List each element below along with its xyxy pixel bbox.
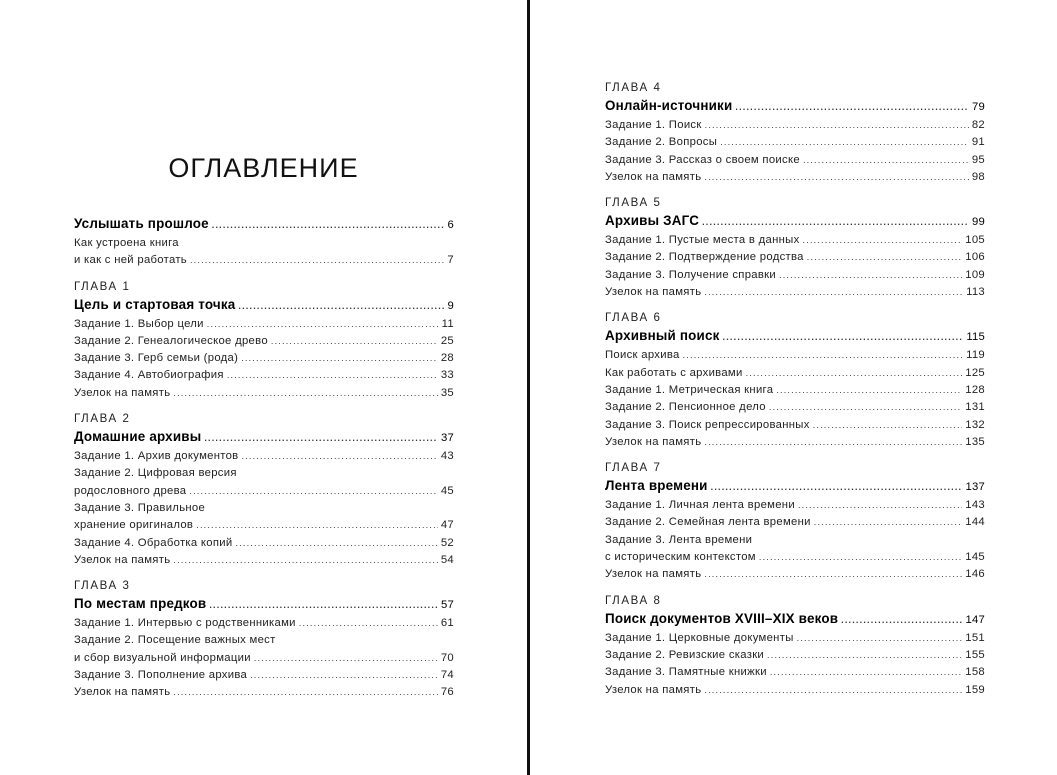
toc-entry-label: Задание 3. Герб семьи (рода) xyxy=(74,352,239,365)
toc-entry-label: Задание 3. Правильное xyxy=(74,501,206,514)
chapter-title-row[interactable] xyxy=(74,427,454,448)
chapter-label: ГЛАВА 8 xyxy=(605,594,662,607)
chapter-label: ГЛАВА 6 xyxy=(605,312,662,325)
page-number: 35 xyxy=(440,386,454,399)
chapter-title-row[interactable] xyxy=(74,295,454,316)
dot-leader xyxy=(776,382,962,399)
dot-leader xyxy=(807,249,962,266)
chapter-section xyxy=(74,578,454,701)
chapter-title-row[interactable] xyxy=(605,609,985,630)
page-number: 125 xyxy=(965,366,985,379)
dot-leader xyxy=(798,497,962,514)
toc-entry-label: Задание 2. Посещение важных мест xyxy=(74,634,276,647)
toc-entry[interactable] xyxy=(74,333,454,350)
dot-leader xyxy=(250,667,438,684)
toc-entry[interactable] xyxy=(605,169,985,186)
toc-entry-label: Узелок на память xyxy=(74,386,171,399)
chapter-section xyxy=(74,411,454,569)
toc-entry-label: Задание 1. Личная лента времени xyxy=(605,499,795,512)
page-number: 76 xyxy=(440,686,454,699)
toc-entry[interactable] xyxy=(605,497,985,514)
page-number: 45 xyxy=(440,484,454,497)
chapter-title-row-label: Домашние архивы xyxy=(74,429,202,445)
toc-entry[interactable] xyxy=(74,615,454,632)
dot-leader xyxy=(238,297,444,316)
page-number: 54 xyxy=(440,553,454,566)
dot-leader xyxy=(173,684,437,701)
toc-entry[interactable] xyxy=(605,382,985,399)
chapter-title-row-label: По местам предков xyxy=(74,596,207,612)
toc-entry-label: Задание 1. Пустые места в данных xyxy=(605,234,800,247)
toc-entry[interactable] xyxy=(605,532,985,549)
toc-entry-label: Задание 4. Автобиография xyxy=(74,369,224,382)
page-number: 105 xyxy=(965,234,985,247)
chapter-section xyxy=(605,460,985,583)
toc-entry-label: с историческим контекстом xyxy=(605,551,756,564)
page-number: 144 xyxy=(965,516,985,529)
dot-leader xyxy=(209,596,438,615)
page-number: 11 xyxy=(441,317,454,330)
toc-entry[interactable] xyxy=(74,517,454,534)
toc-entry[interactable] xyxy=(605,347,985,364)
page-number: 98 xyxy=(971,170,985,183)
right-page xyxy=(530,0,1057,775)
page-number: 135 xyxy=(965,435,985,448)
toc-entry-label: Задание 3. Пополнение архива xyxy=(74,669,248,682)
toc-entry-label: Узелок на память xyxy=(605,435,702,448)
page-number: 109 xyxy=(965,268,985,281)
page-number: 28 xyxy=(440,352,454,365)
dot-leader xyxy=(242,448,438,465)
dot-leader xyxy=(704,284,963,301)
page-number: 147 xyxy=(965,613,985,626)
page-number: 79 xyxy=(972,101,985,113)
dot-leader xyxy=(711,478,963,497)
toc-entry-label: Поиск архива xyxy=(605,349,680,362)
toc-entry[interactable] xyxy=(74,367,454,384)
toc-entry[interactable] xyxy=(605,399,985,416)
page-number: 113 xyxy=(966,286,985,299)
chapter-section xyxy=(605,593,985,699)
page-number: 119 xyxy=(966,349,985,362)
dot-leader xyxy=(212,216,445,235)
page-number: 61 xyxy=(440,617,454,630)
toc-entry[interactable] xyxy=(74,316,454,333)
toc-entry[interactable] xyxy=(74,448,454,465)
page-number: 132 xyxy=(965,418,985,431)
dot-leader xyxy=(241,350,438,367)
page-number: 52 xyxy=(440,536,454,549)
dot-leader xyxy=(190,252,444,269)
toc-entry-label: Задание 1. Интервью с родственниками xyxy=(74,617,296,630)
chapter-label: ГЛАВА 4 xyxy=(605,82,662,94)
chapter-label: ГЛАВА 5 xyxy=(605,197,662,210)
dot-leader xyxy=(841,611,962,630)
toc-entry[interactable] xyxy=(605,417,985,434)
chapter-title-row[interactable] xyxy=(605,326,985,347)
page-number: 43 xyxy=(440,450,454,463)
toc-entry[interactable] xyxy=(605,566,985,583)
toc-entry-label: Задание 4. Обработка копий xyxy=(74,536,233,549)
page-number: 95 xyxy=(971,153,985,166)
chapter-section xyxy=(74,279,454,402)
dot-leader xyxy=(746,365,963,382)
chapter-section xyxy=(605,80,985,186)
toc-entry-label: Узелок на память xyxy=(605,683,702,696)
toc-entry[interactable] xyxy=(605,249,985,266)
chapter-title-row[interactable] xyxy=(605,476,985,497)
toc-entry[interactable] xyxy=(74,684,454,701)
dot-leader xyxy=(173,385,437,402)
toc-entry-label: хранение оригиналов xyxy=(74,519,194,532)
toc-entry-label: Узелок на память xyxy=(74,553,171,566)
dot-leader xyxy=(702,213,969,232)
page-title: ОГЛАВЛЕНИЕ xyxy=(168,153,359,183)
toc-entry-label: Узелок на память xyxy=(74,686,171,699)
toc-entry-label: Задание 2. Ревизские сказки xyxy=(605,648,765,661)
page-number: 106 xyxy=(965,251,985,264)
toc-entry[interactable] xyxy=(74,350,454,367)
toc-entry-label: Задание 2. Генеалогическое древо xyxy=(74,334,268,347)
toc-entry-label: Узелок на память xyxy=(605,568,702,581)
toc-left-column xyxy=(74,214,454,711)
toc-entry[interactable] xyxy=(74,385,454,402)
page-number: 143 xyxy=(965,499,985,512)
dot-leader xyxy=(207,316,439,333)
toc-entry[interactable] xyxy=(74,235,454,252)
dot-leader xyxy=(189,483,437,500)
chapter-title-row-label: Лента времени xyxy=(605,478,708,494)
dot-leader xyxy=(254,650,438,667)
toc-entry-label: Как устроена книга xyxy=(74,237,179,249)
toc-entry-label: Задание 2. Пенсионное дело xyxy=(605,401,766,414)
dot-leader xyxy=(204,429,438,448)
toc-entry[interactable] xyxy=(74,632,454,649)
dot-leader xyxy=(705,117,969,134)
toc-entry-label: Задание 3. Поиск репрессированных xyxy=(605,418,810,431)
toc-entry-label: Задание 1. Поиск xyxy=(605,119,702,131)
dot-leader xyxy=(770,664,962,681)
page-number: 151 xyxy=(965,631,985,644)
dot-leader xyxy=(704,566,962,583)
chapter-label: ГЛАВА 7 xyxy=(605,462,662,475)
toc-entry-label: Задание 1. Церковные документы xyxy=(605,631,794,644)
toc-entry-label: Узелок на память xyxy=(605,286,702,299)
toc-entry[interactable] xyxy=(74,483,454,500)
dot-leader xyxy=(803,232,963,249)
toc-entry[interactable] xyxy=(74,500,454,517)
toc-entry[interactable] xyxy=(74,552,454,569)
page-number: 158 xyxy=(965,666,985,679)
dot-leader xyxy=(797,630,963,647)
toc-entry[interactable] xyxy=(605,434,985,451)
page-number: 99 xyxy=(972,216,985,229)
page-number: 146 xyxy=(965,568,985,581)
toc-entry[interactable] xyxy=(605,284,985,301)
toc-entry-label: Задание 3. Памятные книжки xyxy=(605,666,767,679)
chapter-title-row-label: Архивы ЗАГС xyxy=(605,213,700,229)
dot-leader xyxy=(769,399,962,416)
toc-entry[interactable] xyxy=(605,647,985,664)
dot-leader xyxy=(814,514,963,531)
toc-entry-label: Задание 2. Семейная лента времени xyxy=(605,516,811,529)
page-number: 33 xyxy=(440,369,454,382)
toc-entry[interactable] xyxy=(605,514,985,531)
page-number: 74 xyxy=(440,669,454,682)
toc-entry-label: Задание 2. Цифровая версия xyxy=(74,467,237,480)
dot-leader xyxy=(173,552,437,569)
chapter-title-row[interactable] xyxy=(605,96,985,117)
page-number: 9 xyxy=(447,299,454,312)
dot-leader xyxy=(723,328,964,347)
chapter-title-row-label: Онлайн-источники xyxy=(605,98,733,113)
dot-leader xyxy=(704,169,968,186)
chapter-title-row-label: Услышать прошлое xyxy=(74,216,209,231)
dot-leader xyxy=(271,333,438,350)
page-number: 131 xyxy=(965,401,985,414)
page-number: 155 xyxy=(965,648,985,661)
toc-entry-label: и сбор визуальной информации xyxy=(74,651,251,664)
toc-entry[interactable] xyxy=(605,117,985,134)
toc-entry-label: Узелок на память xyxy=(605,170,702,183)
dot-leader xyxy=(196,517,438,534)
page-number: 82 xyxy=(971,119,985,131)
toc-entry[interactable] xyxy=(605,630,985,647)
dot-leader xyxy=(735,98,969,117)
toc-entry[interactable] xyxy=(605,365,985,382)
toc-entry-label: Задание 3. Получение справки xyxy=(605,268,777,281)
toc-entry[interactable] xyxy=(605,152,985,169)
chapter-title-row-label: Цель и стартовая точка xyxy=(74,296,236,312)
page-number: 57 xyxy=(441,599,454,612)
dot-leader xyxy=(236,535,438,552)
toc-entry[interactable] xyxy=(74,465,454,482)
dot-leader xyxy=(704,434,962,451)
chapter-title-row[interactable] xyxy=(605,211,985,232)
toc-entry-label: Задание 2. Вопросы xyxy=(605,136,718,149)
dot-leader xyxy=(803,152,969,169)
toc-entry[interactable] xyxy=(74,535,454,552)
page-number: 6 xyxy=(447,219,454,231)
page-number: 25 xyxy=(440,334,454,347)
dot-leader xyxy=(704,682,962,699)
page-number: 137 xyxy=(965,481,985,494)
toc-entry[interactable] xyxy=(74,667,454,684)
chapter-title-row-label: Поиск документов XVIII–XIX веков xyxy=(605,610,839,626)
toc-entry[interactable] xyxy=(605,682,985,699)
dot-leader xyxy=(227,367,438,384)
toc-entry-label: Задание 3. Лента времени xyxy=(605,533,753,546)
toc-entry[interactable] xyxy=(605,134,985,151)
toc-entry[interactable] xyxy=(605,664,985,681)
toc-entry-label: родословного древа xyxy=(74,484,187,497)
toc-entry[interactable] xyxy=(605,267,985,284)
chapter-label: ГЛАВА 2 xyxy=(74,413,131,426)
toc-entry[interactable] xyxy=(74,252,454,269)
page-number: 7 xyxy=(447,254,454,267)
toc-right-column xyxy=(605,80,985,708)
chapter-label: ГЛАВА 3 xyxy=(74,580,131,593)
dot-leader xyxy=(720,134,969,151)
chapter-title-row-label: Архивный поиск xyxy=(605,328,720,344)
dot-leader xyxy=(779,267,962,284)
toc-entry[interactable] xyxy=(605,549,985,566)
chapter-section xyxy=(605,195,985,301)
toc-entry-label: Задание 1. Архив документов xyxy=(74,450,239,463)
chapter-title-row[interactable] xyxy=(74,594,454,615)
toc-entry[interactable] xyxy=(74,650,454,667)
page-number: 47 xyxy=(440,519,454,532)
dot-leader xyxy=(767,647,962,664)
chapter-label: ГЛАВА 1 xyxy=(74,280,131,293)
page-number: 145 xyxy=(965,551,985,564)
page-number: 115 xyxy=(966,331,985,344)
page-number: 128 xyxy=(965,383,985,396)
toc-entry-label: и как с ней работать xyxy=(74,254,187,267)
dot-leader xyxy=(759,549,962,566)
dot-leader xyxy=(683,347,963,364)
page-number: 91 xyxy=(971,136,985,149)
toc-entry-label: Задание 1. Метрическая книга xyxy=(605,383,774,396)
toc-entry-label: Задание 1. Выбор цели xyxy=(74,317,204,330)
dot-leader xyxy=(813,417,963,434)
chapter-title-row[interactable] xyxy=(74,214,454,235)
chapter-section xyxy=(605,310,985,451)
toc-entry[interactable] xyxy=(605,232,985,249)
chapter-section xyxy=(74,214,454,270)
page-number: 37 xyxy=(441,432,454,445)
page-number: 70 xyxy=(440,651,454,664)
left-page xyxy=(0,0,527,775)
toc-entry-label: Задание 3. Рассказ о своем поиске xyxy=(605,153,800,166)
dot-leader xyxy=(299,615,438,632)
page-number: 159 xyxy=(965,683,985,696)
toc-entry-label: Задание 2. Подтверждение родства xyxy=(605,251,804,264)
toc-entry-label: Как работать с архивами xyxy=(605,366,743,379)
